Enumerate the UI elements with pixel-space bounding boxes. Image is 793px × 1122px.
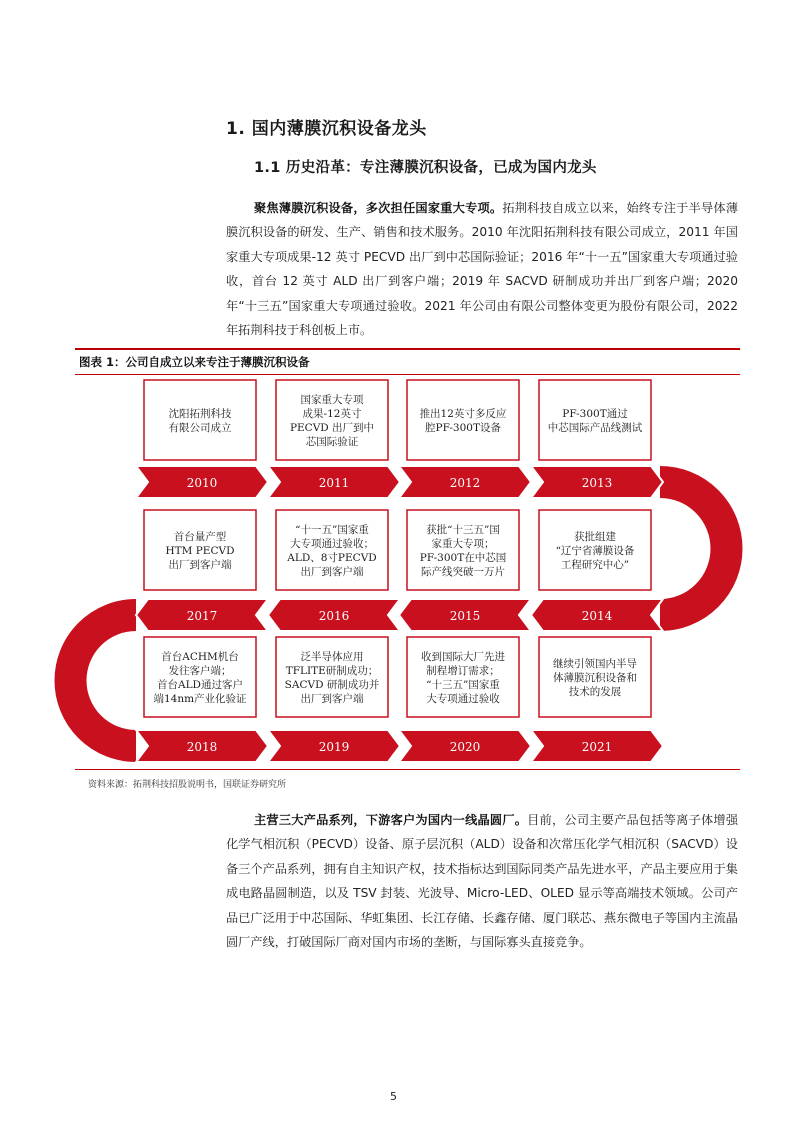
paragraph-body: 拓荆科技自成立以来，始终专注于半导体薄膜沉积设备的研发、生产、销售和技术服务。2010 年沈阳拓荆科技有限公司成立，2011 年国家重大专项成果-12 英寸 PECVD 出厂到中芯国际验证；2016 年“十一五”国家重大专项通过验收，首台 12 英寸 ALD 出厂到客户端；2019 年 SACVD 研制成功并出厂到客户端；2020 年“十三五”国家重大专项通过验收。2021 年公司由有限公司整体变更为股份有限公司，2022 年拓荆科技于科创板上市。	[226, 201, 739, 338]
milestone-text: “辽宁省薄膜设备	[555, 545, 635, 557]
milestone-text: SACVD 研制成功并	[284, 679, 380, 691]
milestone-text: 首台量产型	[173, 531, 227, 543]
milestone-text: 发往客户端；	[168, 665, 232, 677]
paragraph-lead: 聚焦薄膜沉积设备，多次担任国家重大专项。	[254, 201, 503, 215]
milestone-box	[144, 380, 256, 460]
milestone-box	[144, 637, 256, 717]
milestone-box	[407, 510, 519, 590]
milestone-text: 泛半导体应用	[300, 651, 364, 663]
milestone-text: 出厂到客户端	[300, 566, 364, 578]
milestone-text: “十三五”国家重	[426, 679, 500, 691]
year-label: 2012	[449, 476, 481, 490]
milestone-text: PF-300T在中芯国	[419, 552, 507, 564]
year-label: 2015	[449, 609, 481, 623]
timeline-connector-right	[660, 482, 727, 615]
milestone-text: 首台ALD通过客户	[157, 679, 243, 691]
timeline-connector-left	[71, 615, 137, 746]
milestone-box	[539, 380, 651, 460]
year-label: 2011	[318, 476, 350, 490]
figure-bottom-rule	[75, 769, 740, 770]
milestone-text: 端14nm产业化验证	[153, 693, 247, 705]
milestone-box	[276, 637, 388, 717]
milestone-text: 获批组建	[574, 531, 616, 543]
year-label: 2021	[581, 740, 613, 754]
milestone-text: TFLITE研制成功；	[285, 665, 379, 677]
year-label: 2014	[581, 609, 613, 623]
year-label: 2010	[186, 476, 218, 490]
paragraph-body: 目前，公司主要产品包括等离子体增强化学气相沉积（PECVD）设备、原子层沉积（ALD）设备和次常压化学气相沉积（SACVD）设备三个产品系列，拥有自主知识产权，技术指标达到国际同类产品先进水平，产品主要应用于集成电路晶圆制造，以及 TSV 封装、光波导、Micro-LED、OLED 显示等高端技术领域。公司产品已广泛用于中芯国际、华虹集团、长江存储、长鑫存储、厦门联芯、燕东微电子等国内主流晶圆厂产线，打破国际厂商对国内市场的垄断，与国际寡头直接竞争。	[226, 813, 739, 950]
milestone-text: 工程研究中心”	[560, 559, 630, 571]
year-label: 2013	[581, 476, 613, 490]
paragraph-lead: 主营三大产品系列，下游客户为国内一线晶圆厂。	[254, 813, 528, 827]
subsection-heading: 1.1 历史沿革：专注薄膜沉积设备，已成为国内龙头	[254, 160, 597, 176]
milestone-text: 大专项通过验收；	[290, 538, 374, 550]
milestone-text: 出厂到客户端	[168, 559, 232, 571]
milestone-text: 收到国际大厂先进	[421, 651, 505, 663]
milestone-text: ALD、8寸PECVD	[287, 552, 377, 564]
milestone-text: 中芯国际产品线测试	[547, 422, 643, 434]
year-label: 2016	[318, 609, 350, 623]
milestone-box	[407, 637, 519, 717]
year-label: 2019	[318, 740, 350, 754]
milestone-text: 大专项通过验收	[426, 693, 500, 705]
milestone-text: 体薄膜沉积设备和	[553, 672, 637, 684]
milestone-text: HTM PECVD	[165, 545, 235, 557]
milestone-box	[276, 380, 388, 460]
milestone-box	[276, 510, 388, 590]
milestone-text: 成果-12英寸	[302, 408, 362, 420]
year-label: 2017	[186, 609, 218, 623]
figure-title: 图表 1：公司自成立以来专注于薄膜沉积设备	[79, 355, 310, 369]
year-label: 2018	[186, 740, 218, 754]
milestone-text: PECVD 出厂到中	[289, 422, 375, 434]
milestone-text: 有限公司成立	[168, 422, 232, 434]
figure-source: 资料来源：拓荆科技招股说明书，国联证券研究所	[88, 780, 287, 790]
milestone-text: 首台ACHM机台	[161, 651, 239, 663]
year-label: 2020	[449, 740, 481, 754]
milestone-text: “十一五”国家重	[295, 524, 369, 536]
page-number: 5	[390, 1090, 397, 1103]
milestone-text: 芯国际验证	[305, 436, 359, 448]
milestone-text: 出厂到客户端	[300, 693, 364, 705]
milestone-text: 制程增订需求；	[426, 665, 500, 677]
milestone-text: 国家重大专项	[300, 394, 364, 406]
milestone-text: PF-300T通过	[562, 408, 628, 420]
milestone-box	[407, 380, 519, 460]
milestone-text: 际产线突破一万片	[421, 566, 505, 578]
milestone-text: 沈阳拓荆科技	[168, 408, 232, 420]
paragraph-products	[226, 808, 738, 954]
milestone-text: 家重大专项；	[431, 538, 495, 550]
milestone-text: 推出12英寸多反应	[419, 408, 507, 420]
milestone-text: 腔PF-300T设备	[425, 422, 501, 434]
milestone-text: 继续引领国内半导	[553, 658, 637, 670]
section-heading: 1. 国内薄膜沉积设备龙头	[226, 119, 427, 139]
milestone-text: 技术的发展	[568, 686, 622, 698]
milestone-text: 获批“十三五”国	[426, 524, 500, 536]
